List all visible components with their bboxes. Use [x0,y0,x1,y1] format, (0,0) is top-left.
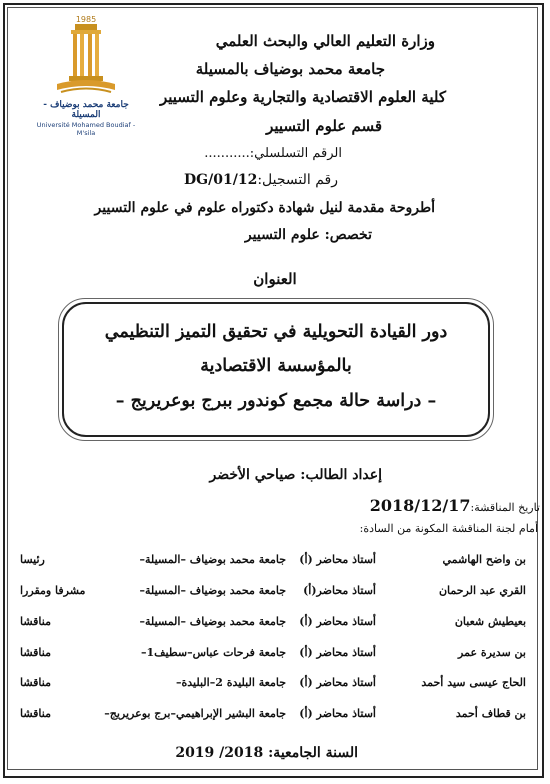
jury-role: مناقشا [20,676,51,689]
defense-date-label: تاريخ المناقشة: [470,501,540,514]
jury-rank: أستاذ محاضر(أ) [303,584,376,597]
registration-value: DG/01/12 [184,172,258,188]
jury-row [20,584,526,604]
jury-rank: أستاذ محاضر (أ) [299,615,376,628]
logo-arabic-name: جامعة محمد بوضياف - المسيلة [43,100,129,120]
title-line-2: بالمؤسسة الاقتصادية [200,356,352,376]
jury-row [20,707,526,727]
jury-role: مناقشا [20,615,51,628]
university-name: جامعة محمد بوضياف بالمسيلة [195,60,385,78]
logo-year: 1985 [75,15,97,24]
jury-name: بن سديرة عمر [458,646,526,659]
faculty-name: كلية العلوم الاقتصادية والتجارية وعلوم التسيير [159,88,446,106]
jury-rank: أستاذ محاضر (أ) [299,553,376,566]
jury-role: مشرفا ومقررا [20,584,86,597]
defense-date-value: 2018/12/17 [369,496,471,515]
jury-row [20,553,526,573]
jury-university: جامعة البليدة 2–البليدة– [175,676,286,689]
jury-name: بن قطاف أحمد [455,707,526,720]
jury-name: القري عبد الرحمان [438,584,526,597]
academic-year: السنة الجامعية: 2018/ 2019 [175,745,358,761]
specialty: تخصص: علوم التسيير [244,227,372,243]
jury-role: رئيسا [20,553,45,566]
jury-name: الحاج عيسى سيد أحمد [421,676,526,689]
logo-french-name: Université Mohamed Boudiaf - M'sila [36,121,136,137]
jury-name: بعيطيش شعبان [454,615,526,628]
jury-rank: أستاذ محاضر (أ) [299,646,376,659]
jury-role: مناقشا [20,646,51,659]
jury-university: جامعة فرحات عباس–سطيف1– [140,646,286,659]
university-logo [30,14,142,137]
jury-university: جامعة محمد بوضياف –المسيلة– [139,615,286,628]
title-line-1: دور القيادة التحويلية في تحقيق التميز التنظيمي [104,322,448,342]
student-name: إعداد الطالب: صياحي الأخضر [209,467,382,483]
defense-date [370,496,540,515]
jury-university: جامعة محمد بوضياف –المسيلة– [139,584,286,597]
title-line-3: – دراسة حالة مجمع كوندور ببرج بوعريريج – [115,391,437,411]
jury-name: بن واضح الهاشمي [442,553,526,566]
university-emblem-icon [51,14,121,100]
jury-university: جامعة البشير الإبراهيمي–برج بوعريريج– [104,707,286,720]
jury-university: جامعة محمد بوضياف –المسيلة– [139,553,286,566]
department-name: قسم علوم التسيير [266,117,382,135]
title-label: العنوان [253,270,297,288]
registration-number [184,172,338,188]
jury-rank: أستاذ محاضر (أ) [299,676,376,689]
jury-intro: أمام لجنة المناقشة المكونة من السادة: [359,522,538,535]
jury-role: مناقشا [20,707,51,720]
ministry-name: وزارة التعليم العالي والبحث العلمي [215,32,435,50]
jury-rank: أستاذ محاضر (أ) [299,707,376,720]
registration-label: رقم التسجيل: [257,172,338,188]
jury-row [20,676,526,696]
jury-row [20,615,526,635]
jury-row [20,646,526,666]
serial-number: الرقم التسلسلي:........... [204,146,342,161]
title-box [62,302,490,437]
thesis-statement: أطروحة مقدمة لنيل شهادة دكتوراه علوم في علوم التسيير [94,200,435,216]
